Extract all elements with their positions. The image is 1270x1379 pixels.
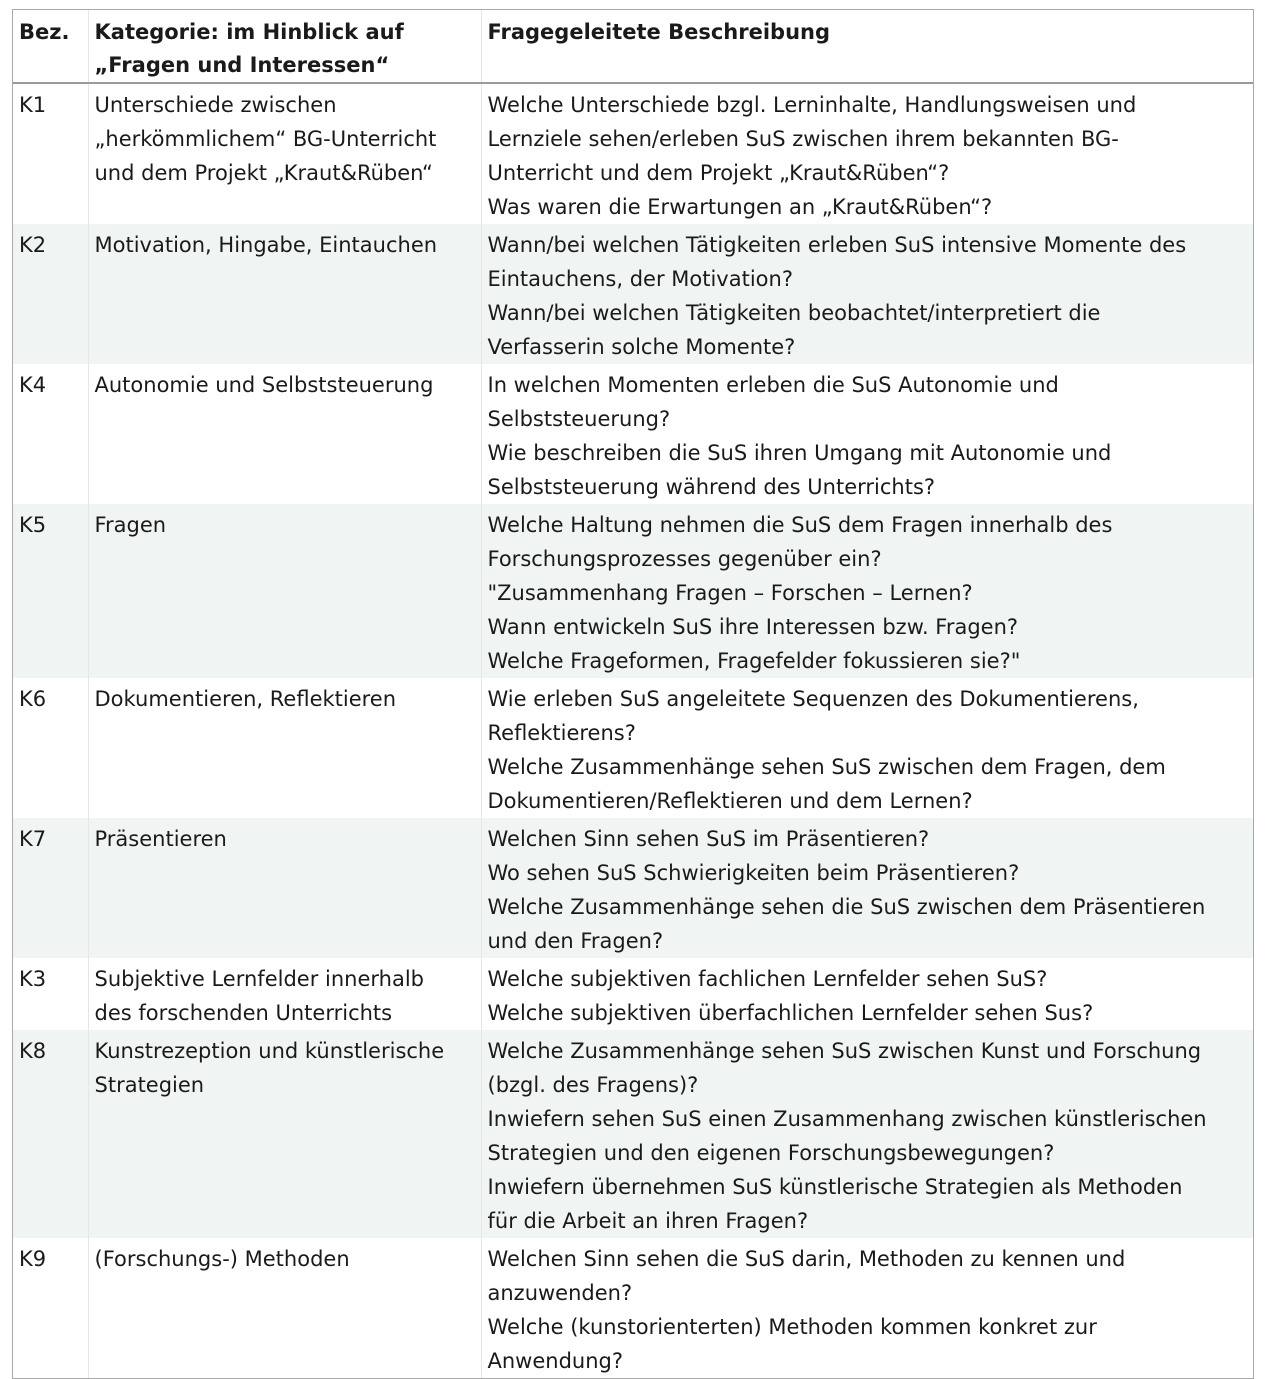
cell-description [481,1030,1253,1238]
description-line: Inwiefern sehen SuS einen Zusammenhang zwischen künstlerischen [487,1107,1207,1131]
description-line: Welche subjektiven fachlichen Lernfelder sehen SuS? [487,967,1048,991]
cell-code: K6 [19,687,47,711]
description-line: Inwiefern übernehmen SuS künstlerische Strategien als Methoden [487,1175,1183,1199]
table-row [13,818,1253,958]
cell-code: K5 [13,504,88,678]
description-line: Verfasserin solche Momente? [487,335,796,359]
table-header [13,10,1253,83]
description-line: Welche (kunstorienterten) Methoden kommen konkret zur [487,1315,1097,1339]
description-line: Wann/bei welchen Tätigkeiten erleben SuS intensive Momente des [487,233,1187,257]
category-line: Strategien [94,1073,205,1097]
description-line: Welche Zusammenhänge sehen die SuS zwischen dem Präsentieren [487,895,1206,919]
category-line: Motivation, Hingabe, Eintauchen [94,233,438,257]
header-description: Fragegeleitete Beschreibung [481,10,1253,83]
description-line: Lernziele sehen/erleben SuS zwischen ihrem bekannten BG- [487,127,1119,151]
description-line: Wo sehen SuS Schwierigkeiten beim Präsentieren? [487,861,1020,885]
description-line: Welche Haltung nehmen die SuS dem Fragen innerhalb des [487,513,1113,537]
description-line: In welchen Momenten erleben die SuS Autonomie und [487,373,1059,397]
description-line: anzuwenden? [487,1281,633,1305]
description-line: Unterricht und dem Projekt „Kraut&Rüben“? [487,161,950,185]
cell-description [481,83,1253,224]
table-row [13,958,1253,1030]
cell-category [88,1030,481,1238]
category-line: Kunstrezeption und künstlerische [94,1039,445,1063]
category-table [12,9,1254,1379]
category-line: „herkömmlichem“ BG-Unterricht [94,127,437,151]
description-line: Wann entwickeln SuS ihre Interessen bzw. Fragen? [487,615,1019,639]
description-line: Welche Zusammenhänge sehen SuS zwischen dem Fragen, dem [487,755,1166,779]
cell-description [481,224,1253,364]
cell-code: K7 [13,818,88,958]
category-line: (Forschungs-) Methoden [94,1247,350,1271]
description-line: Wie beschreiben die SuS ihren Umgang mit Autonomie und [487,441,1112,465]
cell-description [481,504,1253,678]
description-line: Selbststeuerung? [487,407,671,431]
cell-category [88,83,481,224]
cell-description [481,364,1253,504]
description-line: (bzgl. des Fragens)? [487,1073,699,1097]
description-line: Welchen Sinn sehen SuS im Präsentieren? [487,827,930,851]
description-line: Welche Zusammenhänge sehen SuS zwischen Kunst und Forschung [487,1039,1202,1063]
description-line: Welchen Sinn sehen die SuS darin, Methoden zu kennen und [487,1247,1126,1271]
description-line: Wann/bei welchen Tätigkeiten beobachtet/interpretiert die [487,301,1101,325]
cell-category [88,958,481,1030]
cell-code: K3 [19,967,47,991]
description-line: Selbststeuerung während des Unterrichts? [487,475,936,499]
table-row [13,1030,1253,1238]
table-row [13,504,1253,678]
description-line: Was waren die Erwartungen an „Kraut&Rüben“? [487,195,993,219]
category-line: des forschenden Unterrichts [94,1001,393,1025]
table-row [13,83,1253,224]
description-line: und den Fragen? [487,929,664,953]
table-row [13,678,1253,818]
description-line: für die Arbeit an ihren Fragen? [487,1209,809,1233]
table-row [13,364,1253,504]
category-line: Dokumentieren, Reflektieren [94,687,397,711]
description-line: Welche Frageformen, Fragefelder fokussieren sie?" [487,649,1021,673]
cell-description [481,678,1253,818]
cell-description [481,818,1253,958]
description-line: Wie erleben SuS angeleitete Sequenzen des Dokumentierens, [487,687,1139,711]
category-line: Fragen [94,513,167,537]
cell-code: K9 [19,1247,47,1271]
description-line: Strategien und den eigenen Forschungsbewegungen? [487,1141,1055,1165]
description-line: Welche Unterschiede bzgl. Lerninhalte, Handlungsweisen und [487,93,1137,117]
description-line: "Zusammenhang Fragen – Forschen – Lernen? [487,581,973,605]
cell-category [88,818,481,958]
description-line: Dokumentieren/Reflektieren und dem Lernen? [487,789,973,813]
cell-category [88,364,481,504]
description-line: Anwendung? [487,1349,624,1373]
table-body [13,83,1253,1378]
header-category-line: „Fragen und Interessen“ [94,53,390,77]
category-line: Autonomie und Selbststeuerung [94,373,434,397]
cell-description [481,1238,1253,1378]
header-category [88,10,481,83]
header-row [13,10,1253,83]
table [13,10,1253,1378]
table-row [13,224,1253,364]
table-row [13,1238,1253,1378]
category-line: Subjektive Lernfelder innerhalb [94,967,424,991]
cell-category [88,504,481,678]
category-line: Präsentieren [94,827,227,851]
cell-category [88,1238,481,1378]
header-code: Bez. [19,20,70,44]
cell-code: K2 [13,224,88,364]
description-line: Welche subjektiven überfachlichen Lernfelder sehen Sus? [487,1001,1094,1025]
cell-description [481,958,1253,1030]
cell-category [88,224,481,364]
description-line: Forschungsprozesses gegenüber ein? [487,547,882,571]
category-line: Unterschiede zwischen [94,93,337,117]
cell-code: K1 [19,93,47,117]
cell-code: K4 [19,373,47,397]
description-line: Reflektierens? [487,721,636,745]
description-line: Eintauchens, der Motivation? [487,267,793,291]
cell-category [88,678,481,818]
cell-code: K8 [13,1030,88,1238]
category-line: und dem Projekt „Kraut&Rüben“ [94,161,433,185]
header-category-line: Kategorie: im Hinblick auf [94,20,404,44]
